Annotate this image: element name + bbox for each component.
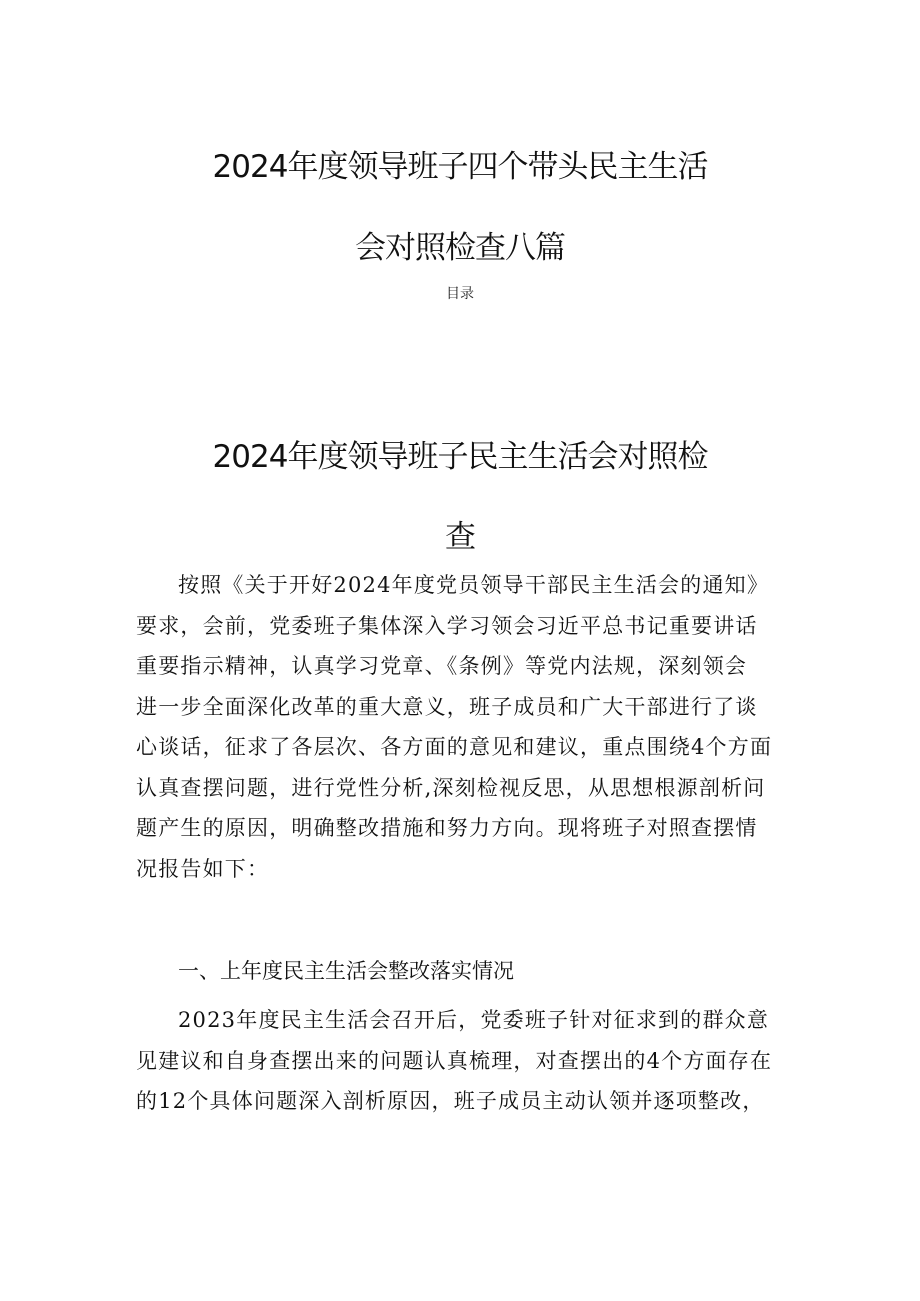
toc-label: 目录: [446, 286, 474, 302]
paragraph-line: 重要指示精神，认真学习党章、《条例》等党内法规，深刻领会: [136, 654, 748, 678]
paragraph-line: 题产生的原因，明确整改措施和努力方向。现将班子对照查摆情: [136, 816, 758, 840]
paragraph-rectification: [136, 1000, 792, 1122]
paragraph-line: 认真查摆问题，进行党性分析,深刻检视反思，从思想根源剖析问: [136, 775, 766, 800]
paragraph-line: 况报告如下：: [136, 856, 270, 881]
section-title-line-2: 查: [445, 519, 475, 555]
paragraph-line: 要求，会前，党委班子集体深入学习领会习近平总书记重要讲话: [136, 613, 758, 638]
paragraph-line: 的12个具体问题深入剖析原因，班子成员主动认领并逐项整改，: [136, 1089, 765, 1113]
document-title-line-1: 2024年度领导班子四个带头民主生活: [212, 149, 708, 185]
paragraph-line: 按照《关于开好2024年度党员领导干部民主生活会的通知》: [178, 573, 770, 597]
section-title-line-1: 2024年度领导班子民主生活会对照检: [212, 439, 708, 475]
paragraph-line: 见建议和自身查摆出来的问题认真梳理，对查摆出的4个方面存在: [136, 1048, 773, 1073]
paragraph-line: 心谈话，征求了各层次、各方面的意见和建议，重点围绕4个方面: [136, 735, 773, 759]
paragraph-line: 2023年度民主生活会召开后，党委班子针对征求到的群众意: [178, 1008, 770, 1032]
section-heading-1: 一、上年度民主生活会整改落实情况: [178, 959, 514, 983]
paragraph-intro: [136, 565, 792, 889]
paragraph-line: 进一步全面深化改革的重大意义，班子成员和广大干部进行了谈: [136, 694, 758, 719]
document-title-line-2: 会对照检查八篇: [355, 230, 565, 266]
